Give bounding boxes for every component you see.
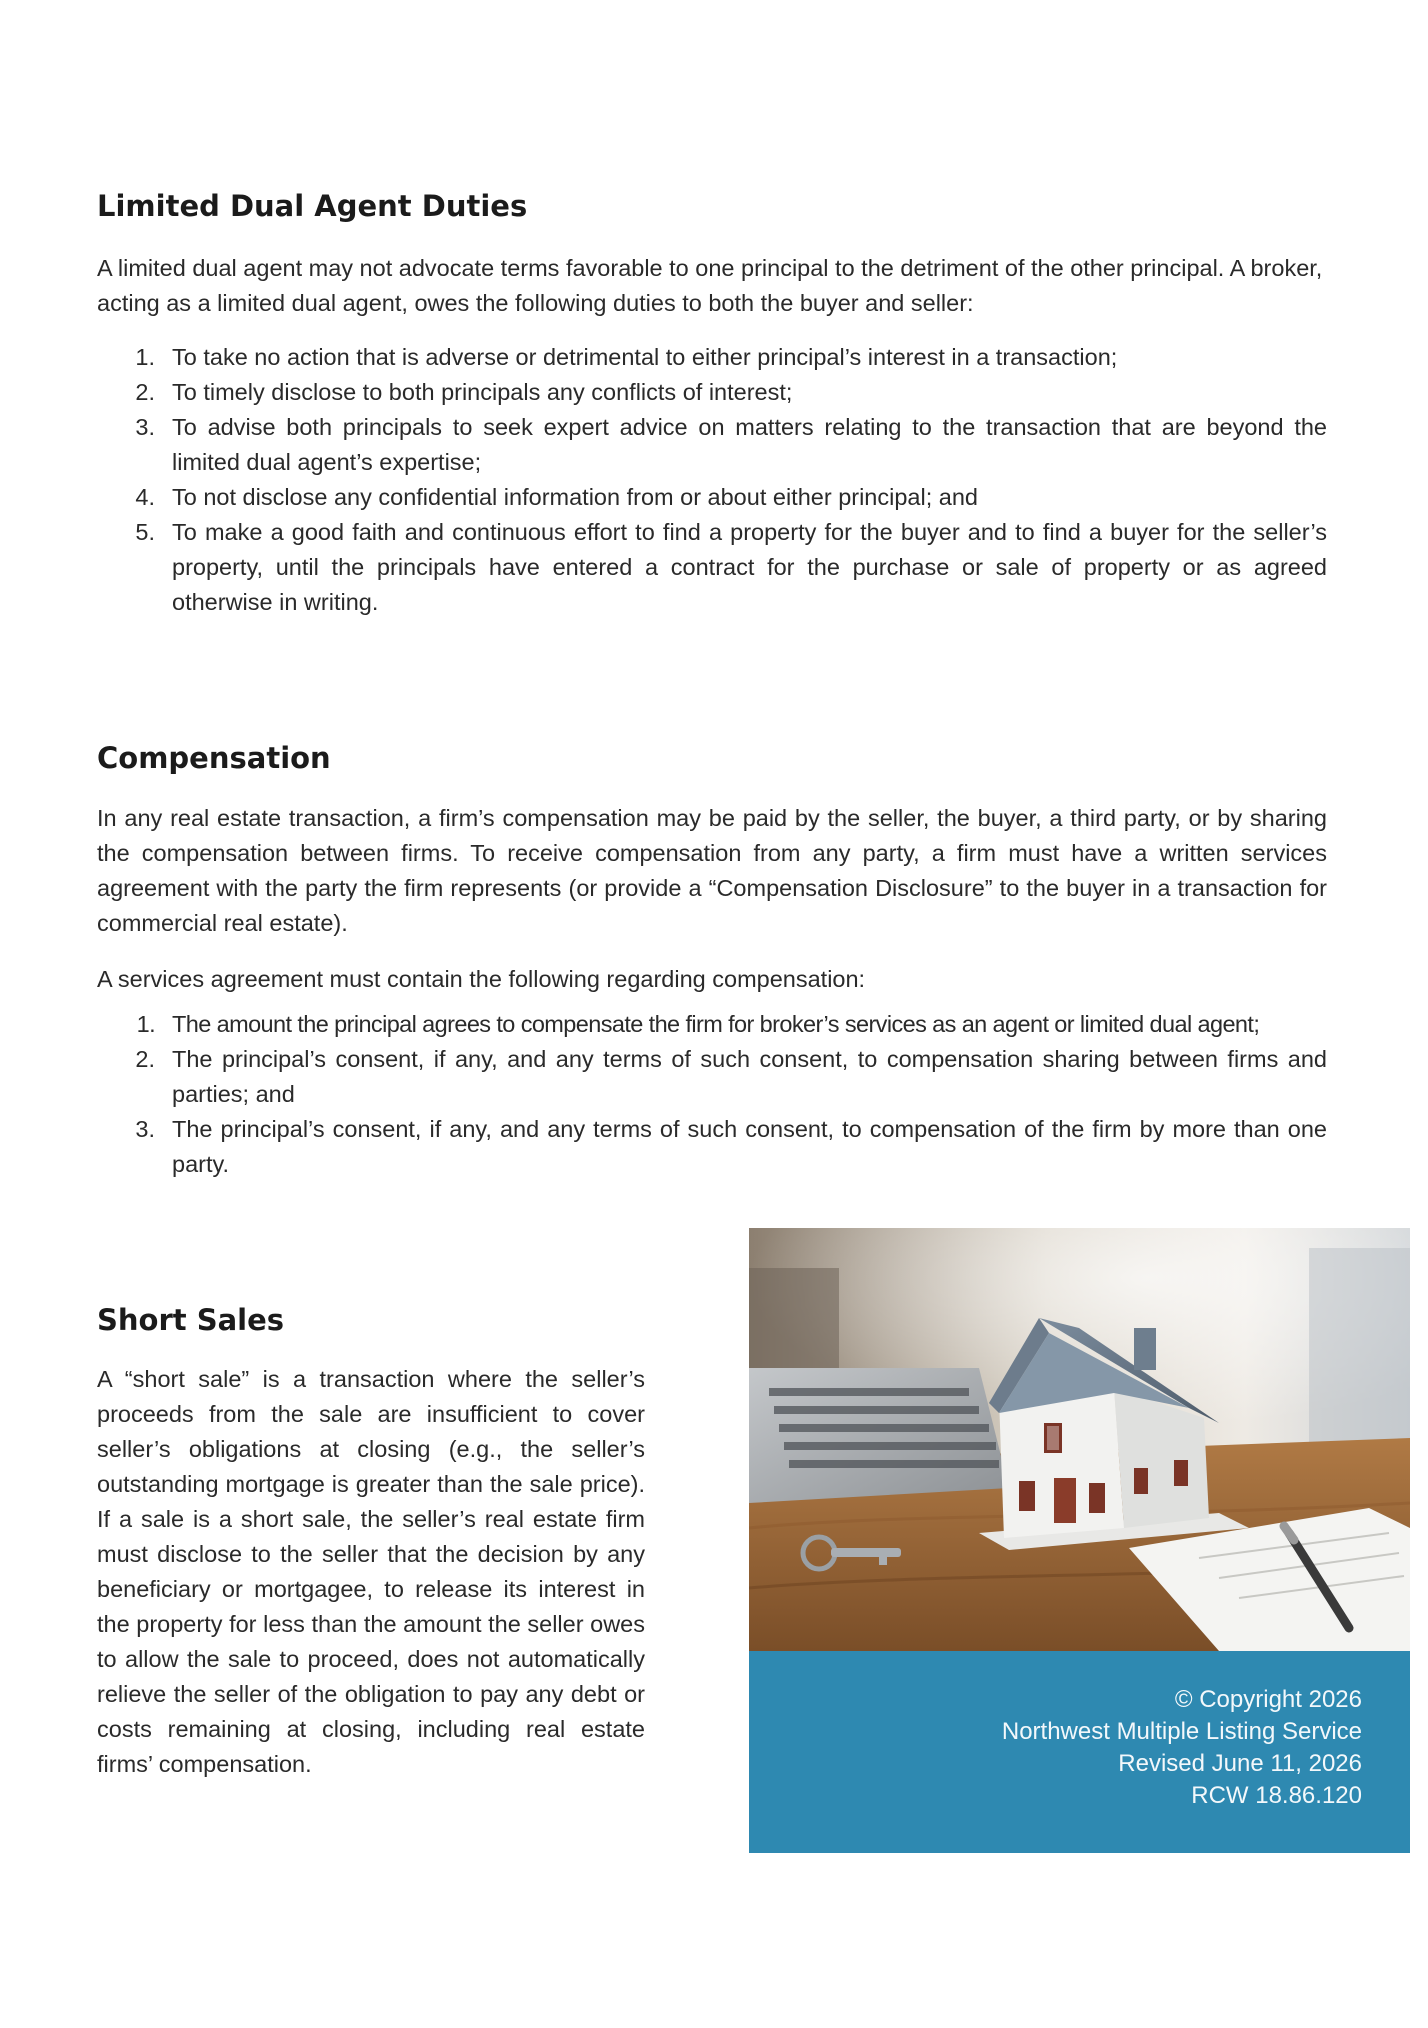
list-item — [97, 1007, 1327, 1042]
list-item — [97, 410, 1327, 480]
compensation-lead: A services agreement must contain the following regarding compensation: — [97, 966, 866, 992]
list-item-text: The principal’s consent, if any, and any terms of such consent, to compensation of the firm by more than one party. — [172, 1116, 1327, 1177]
list-number: 5. — [135, 519, 155, 545]
revision-date: Revised June 11, 2026 — [1118, 1750, 1362, 1777]
list-item-text: To not disclose any confidential information from or about either principal; and — [172, 484, 978, 510]
compensation-intro: In any real estate transaction, a firm’s compensation may be paid by the seller, the buyer, a third party, or by sharing the compensation between firms. To receive compensation from any party, a firm must have a written services agreement with the party the firm represents (or provide a “Compensation Disclosure” to the buyer in a transaction for commercial real estate). — [97, 805, 1327, 936]
copyright-line: © Copyright 2026 — [1174, 1686, 1362, 1713]
short-sales-body: A “short sale” is a transaction where the seller’s proceeds from the sale are insufficient to cover seller’s obligations at closing (e.g., the seller’s outstanding mortgage is greater than the sale price). If a sale is a short sale, the seller’s real estate firm must disclose to the seller that the decision by any beneficiary or mortgagee, to release its interest in the property for less than the amount the seller owes to allow the sale to proceed, does not automatically relieve the seller of the obligation to pay any debt or costs remaining at closing, including real estate firms’ compensation. — [97, 1366, 645, 1777]
list-number: 3. — [135, 414, 155, 440]
limited-dual-agent-duties-list — [97, 340, 1327, 620]
section-title-short-sales: Short Sales — [97, 1303, 285, 1337]
section-title-limited-dual-agent: Limited Dual Agent Duties — [97, 189, 528, 223]
house-model-illustration — [749, 1228, 1410, 1651]
list-item — [97, 480, 1327, 515]
list-item-text: The principal’s consent, if any, and any terms of such consent, to compensation sharing between firms and parties; and — [172, 1046, 1327, 1107]
list-item — [97, 1112, 1327, 1182]
list-number: 2. — [135, 379, 155, 405]
list-item — [97, 340, 1327, 375]
list-item-text: To advise both principals to seek expert advice on matters relating to the transaction that are beyond the limited dual agent’s expertise; — [172, 414, 1327, 475]
list-item — [97, 1042, 1327, 1112]
list-number: 3. — [135, 1116, 155, 1142]
list-item-text: To make a good faith and continuous effort to find a property for the buyer and to find a buyer for the seller’s property, until the principals have entered a contract for the purchase or sale of property or as agreed otherwise in writing. — [172, 519, 1327, 615]
section-title-compensation: Compensation — [97, 741, 331, 775]
limited-dual-agent-intro: A limited dual agent may not advocate terms favorable to one principal to the detriment of the other principal. A broker, acting as a limited dual agent, owes the following duties to both the buyer and seller: — [97, 255, 1323, 316]
house-model-photo — [749, 1228, 1410, 1651]
organization-name: Northwest Multiple Listing Service — [1001, 1718, 1362, 1745]
list-number: 4. — [135, 484, 155, 510]
list-number: 1. — [136, 1011, 155, 1037]
list-item-text: The amount the principal agrees to compensate the firm for broker’s services as an agent or limited dual agent; — [172, 1011, 1260, 1037]
list-item-text: To take no action that is adverse or detrimental to either principal’s interest in a transaction; — [172, 344, 1118, 370]
copyright-info-panel — [749, 1651, 1410, 1853]
list-number: 2. — [135, 1046, 155, 1072]
list-item-text: To timely disclose to both principals any conflicts of interest; — [172, 379, 793, 405]
list-item — [97, 515, 1327, 620]
compensation-requirements-list — [97, 1007, 1327, 1182]
list-number: 1. — [135, 344, 155, 370]
statute-reference: RCW 18.86.120 — [1191, 1782, 1362, 1809]
list-item — [97, 375, 1327, 410]
